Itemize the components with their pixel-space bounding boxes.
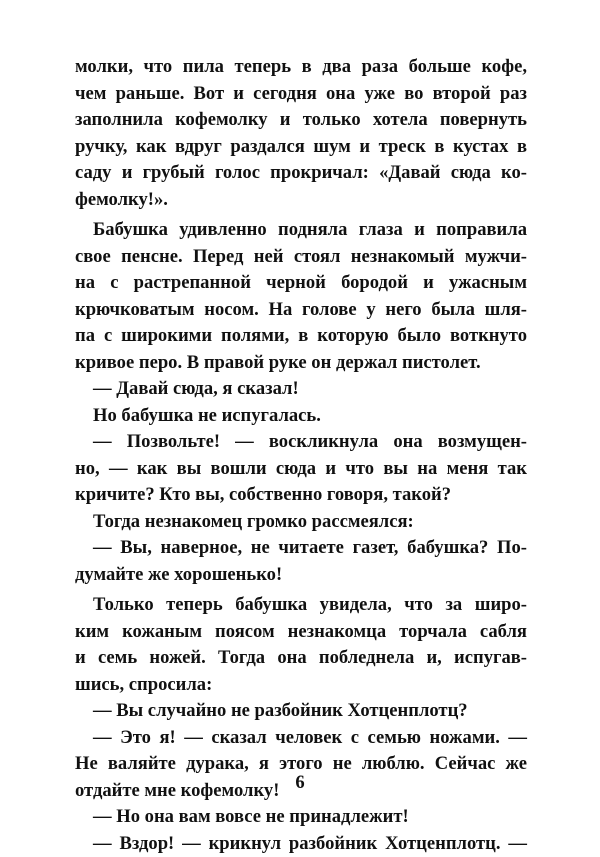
page-text [75, 54, 527, 857]
text-line: Только теперь бабушка увидела, что за широ- [75, 592, 527, 619]
text-line: но, — как вы вошли сюда и что вы на меня так [75, 456, 527, 483]
text-line: крючковатым носом. На голове у него была шля- [75, 297, 527, 324]
text-line: ручку, как вдруг раздался шум и треск в кустах в [75, 134, 527, 161]
text-line: шись, спросила: [75, 672, 527, 699]
text-line: заполнила кофемолку и только хотела повернуть [75, 107, 527, 134]
page-number: 6 [0, 772, 600, 794]
text-line: думайте же хорошенько! [75, 562, 527, 589]
text-line: саду и грубый голос прокричал: «Давай сюда ко- [75, 160, 527, 187]
text-line: — Но она вам вовсе не принадлежит! [75, 804, 527, 831]
text-line: кричите? Кто вы, собственно говоря, такой? [75, 482, 527, 509]
text-line: — Вы случайно не разбойник Хотценплотц? [75, 698, 527, 725]
text-line: свое пенсне. Перед ней стоял незнакомый мужчи- [75, 244, 527, 271]
text-line: па с широкими полями, в которую было воткнуто [75, 323, 527, 350]
text-line: Тогда незнакомец громко рассмеялся: [75, 509, 527, 536]
text-line: чем раньше. Вот и сегодня она уже во второй раз [75, 81, 527, 108]
text-line: фемолку!». [75, 187, 527, 214]
text-line: на с растрепанной черной бородой и ужасным [75, 270, 527, 297]
text-line: — Это я! — сказал человек с семью ножами. — [75, 725, 527, 752]
text-line: Бабушка удивленно подняла глаза и поправила [75, 217, 527, 244]
text-line: и семь ножей. Тогда она побледнела и, испугав- [75, 645, 527, 672]
text-line: отдайте мне кофемолку! [75, 778, 527, 805]
text-line: кривое перо. В правой руке он держал пистолет. [75, 350, 527, 377]
text-line: молки, что пила теперь в два раза больше кофе, [75, 54, 527, 81]
text-line: — Позвольте! — воскликнула она возмущен- [75, 429, 527, 456]
text-line: Но бабушка не испугалась. [75, 403, 527, 430]
text-line: ким кожаным поясом незнакомца торчала сабля [75, 619, 527, 646]
text-line: — Давай сюда, я сказал! [75, 376, 527, 403]
text-line: — Вздор! — крикнул разбойник Хотценплотц. — [75, 831, 527, 857]
text-line: Не валяйте дурака, я этого не люблю. Сейчас же [75, 751, 527, 778]
text-line: — Вы, наверное, не читаете газет, бабушка? По- [75, 535, 527, 562]
